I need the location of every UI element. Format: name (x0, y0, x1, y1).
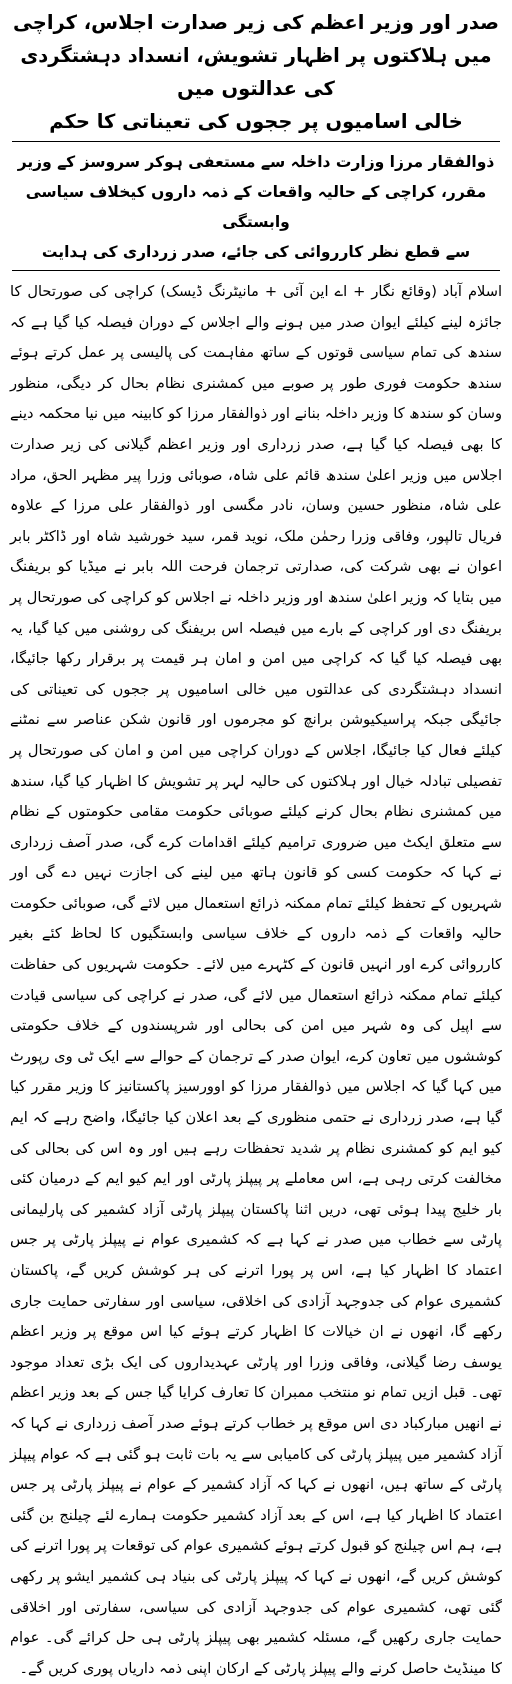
sub-headline (8, 147, 504, 267)
subheadline-divider (12, 270, 500, 271)
article-body (8, 277, 504, 1684)
article-paragraph: اسلام آباد (وقائع نگار + اے این آئی + مانیٹرنگ ڈیسک) کراچی کی صورتحال کا جائزہ لینے کیلئے ایوان صدر میں ہونے والے اجلاس کے دوران فیصلہ کیا گیا ہے کہ سندھ کی تمام سیاسی قوتوں کے ساتھ مفاہمت کی پالیسی پر عمل کرتے ہوئے سندھ حکومت فوری طور پر صوبے میں کمشنری نظام بحال کر دیگی، منظور وسان کو سندھ کا وزیر داخلہ بنانے اور ذوالفقار مرزا کو کابینہ میں نیا محکمہ دینے کا بھی فیصلہ کیا گیا ہے، صدر زرداری اور وزیر اعظم گیلانی کی زیر صدارت اجلاس میں وزیر اعلیٰ سندھ قائم علی شاہ، صوبائی وزرا پیر مظہر الحق، مراد علی شاہ، منظور حسین وسان، نادر مگسی اور ذوالفقار علی مرزا کے علاوہ فریال تالپور، وفاقی وزرا رحمٰن ملک، نوید قمر، سید خورشید شاہ اور ڈاکٹر بابر اعوان نے بھی شرکت کی، صدارتی ترجمان فرحت اللہ بابر نے میڈیا کو بریفنگ میں بتایا کہ وزیر اعلیٰ سندھ اور وزیر داخلہ نے اجلاس کو کراچی کی صورتحال پر بریفنگ دی اور کراچی کے بارے میں فیصلہ اس بریفنگ کی روشنی میں کیا گیا، یہ بھی فیصلہ کیا گیا کہ کراچی میں امن و امان ہر قیمت پر برقرار رکھا جائیگا، انسداد دہشتگردی کی عدالتوں میں خالی اسامیوں پر ججوں کی تعیناتی کی جائیگی جبکہ پراسیکیوشن برانچ کو مجرموں اور قانون شکن عناصر سے نمٹنے کیلئے فعال کیا جائیگا، اجلاس کے دوران کراچی میں امن و امان کی صورتحال پر تفصیلی تبادلہ خیال اور ہلاکتوں کی حالیہ لہر پر تشویش کا اظہار کیا گیا، سندھ میں کمشنری نظام بحال کرنے کیلئے صوبائی حکومت مقامی حکومتوں کے نظام سے متعلق ایکٹ میں ضروری ترامیم کیلئے اقدامات کرے گی، صدر آصف زرداری نے کہا کہ حکومت کسی کو قانون ہاتھ میں لینے کی اجازت نہیں دے گی اور شہریوں کے تحفظ کیلئے تمام ممکنہ ذرائع استعمال میں لائے گی، صوبائی حکومت حالیہ واقعات کے ذمہ داروں کے خلاف سیاسی وابستگیوں کا لحاظ کئے بغیر کارروائی کرے اور انہیں قانون کے کٹہرے میں لائے۔ حکومت شہریوں کی حفاظت کیلئے تمام ممکنہ ذرائع استعمال میں لائے گی، صدر نے کراچی کی سیاسی قیادت سے اپیل کی وہ شہر میں امن کی بحالی اور شرپسندوں کے خلاف حکومتی کوششوں میں تعاون کرے، ایوان صدر کے ترجمان کے حوالے سے ایک ٹی وی رپورٹ میں کہا گیا کہ اجلاس میں ذوالفقار مرزا کو اوورسیز پاکستانیز کا وزیر مقرر کیا گیا ہے، صدر زرداری نے حتمی منظوری کے بعد اعلان کیا جائیگا، واضح رہے کہ ایم کیو ایم کو کمشنری نظام پر شدید تحفظات رہے ہیں اور وہ اس کی بحالی کی مخالفت کرتی رہی ہے، اس معاملے پر پیپلز پارٹی اور ایم کیو ایم کے درمیان کئی بار خلیج پیدا ہوئی تھی، دریں اثنا پاکستان پیپلز پارٹی آزاد کشمیر کی پارلیمانی پارٹی سے خطاب میں صدر نے کہا ہے کہ کشمیری عوام نے پیپلز پارٹی پر جس اعتماد کا اظہار کیا ہے، اس پر پورا اترنے کی ہر کوشش کریں گے، پاکستان کشمیری عوام کی جدوجہد آزادی کی اخلاقی، سیاسی اور سفارتی حمایت جاری رکھے گا، انھوں نے ان خیالات کا اظہار کرتے ہوئے کیا اس موقع پر وزیر اعظم یوسف رضا گیلانی، وفاقی وزرا اور پارٹی عہدیداروں کی ایک بڑی تعداد موجود تھی۔ قبل ازیں تمام نو منتخب ممبران کا تعارف کرایا گیا جس کے بعد وزیر اعظم نے انھیں مبارکباد دی اس موقع پر خطاب کرتے ہوئے صدر آصف زرداری نے کہا کہ آزاد کشمیر میں پیپلز پارٹی کی کامیابی سے یہ بات ثابت ہو گئی ہے کہ عوام پیپلز پارٹی کے ساتھ ہیں، انھوں نے کہا کہ آزاد کشمیر کے عوام نے پیپلز پارٹی پر جس اعتماد کا اظہار کیا ہے، اس کے بعد آزاد کشمیر حکومت ہمارے لئے چیلنج بن گئی ہے، ہم اس چیلنج کو قبول کرتے ہوئے کشمیری عوام کی توقعات پر پورا اترنے کی کوشش کریں گے، انھوں نے کہا کہ پیپلز پارٹی کی بنیاد ہی کشمیر ایشو پر رکھی گئی تھی، کشمیری عوام کی جدوجہد آزادی کی سیاسی، سفارتی اور اخلاقی حمایت جاری رکھیں گے، مسئلہ کشمیر بھی پیپلز پارٹی ہی حل کرائے گی۔ عوام کا مینڈیٹ حاصل کرنے والے پیپلز پارٹی کے ارکان اپنی ذمہ داریاں پوری کریں گے۔ (10, 283, 502, 1677)
headline-line-2: خالی اسامیوں پر ججوں کی تعیناتی کا حکم (49, 110, 463, 133)
subheadline-line-2: سے قطع نظر کارروائی کی جائے، صدر زرداری کی ہدایت (41, 243, 471, 261)
subheadline-line-1: ذوالفقار مرزا وزارت داخلہ سے مستعفی ہوکر سروسز کے وزیر مقرر، کراچی کے حالیہ واقعات کے ذمہ داروں کیخلاف سیاسی وابستگی (17, 153, 495, 231)
headline-line-1: صدر اور وزیر اعظم کی زیر صدارت اجلاس، کراچی میں ہلاکتوں پر اظہار تشویش، انسداد دہشتگردی کی عدالتوں میں (13, 11, 499, 100)
headline-divider (12, 141, 500, 142)
main-headline (8, 6, 504, 138)
